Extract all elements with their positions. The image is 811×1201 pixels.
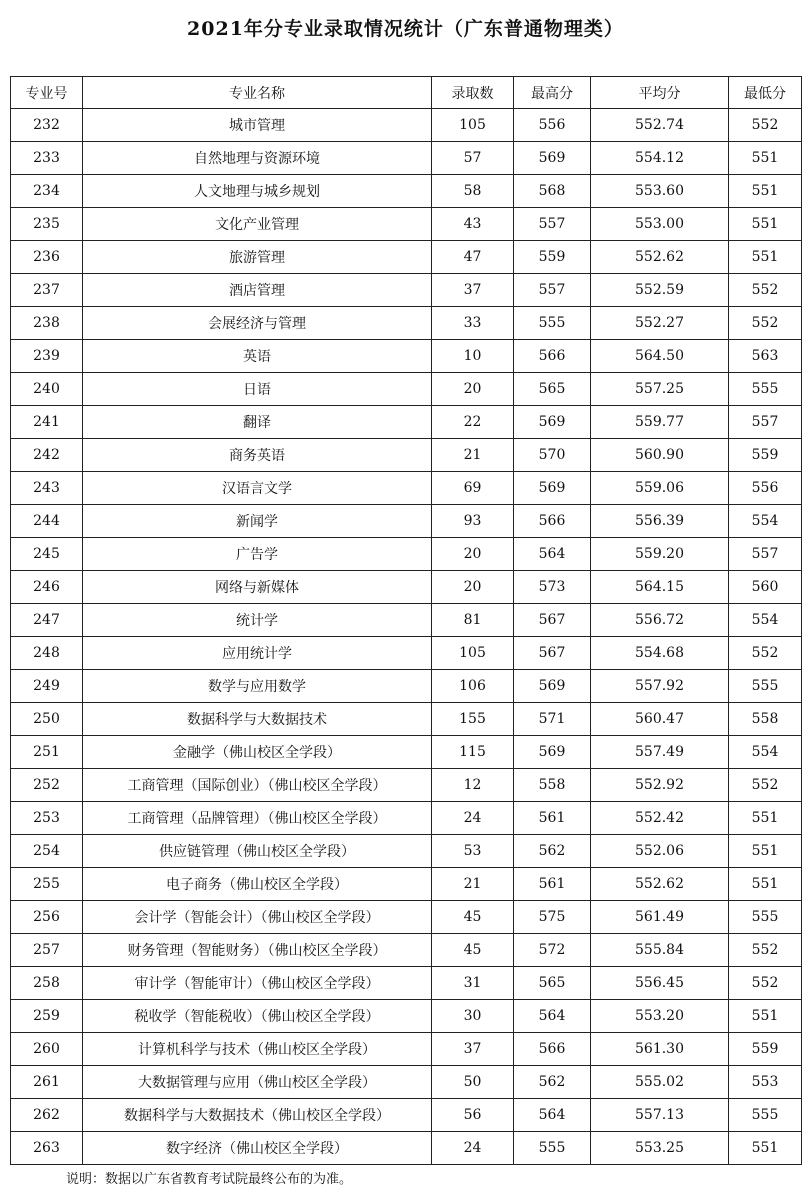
cell-admitted-count: 31 (432, 967, 514, 1000)
cell-major-code: 258 (11, 967, 83, 1000)
cell-major-code: 247 (11, 604, 83, 637)
table-row (11, 802, 802, 835)
cell-major-code: 240 (11, 373, 83, 406)
cell-major-code: 260 (11, 1033, 83, 1066)
cell-major-code: 262 (11, 1099, 83, 1132)
footnote: 说明：数据以广东省教育考试院最终公布的为准。 (66, 1172, 353, 1187)
cell-min-score: 551 (729, 175, 802, 208)
cell-major-name: 翻译 (83, 406, 432, 439)
cell-avg-score: 552.62 (591, 241, 729, 274)
cell-min-score: 558 (729, 703, 802, 736)
cell-major-name: 汉语言文学 (83, 472, 432, 505)
admission-table (10, 76, 802, 1165)
cell-major-code: 236 (11, 241, 83, 274)
cell-avg-score: 559.20 (591, 538, 729, 571)
cell-admitted-count: 53 (432, 835, 514, 868)
cell-major-name: 供应链管理（佛山校区全学段） (83, 835, 432, 868)
cell-major-name: 酒店管理 (83, 274, 432, 307)
cell-avg-score: 555.02 (591, 1066, 729, 1099)
cell-major-name: 文化产业管理 (83, 208, 432, 241)
table-row (11, 868, 802, 901)
cell-max-score: 559 (514, 241, 591, 274)
cell-admitted-count: 10 (432, 340, 514, 373)
cell-admitted-count: 20 (432, 538, 514, 571)
table-row (11, 505, 802, 538)
table-row (11, 1033, 802, 1066)
table-row (11, 373, 802, 406)
cell-major-code: 249 (11, 670, 83, 703)
cell-min-score: 554 (729, 736, 802, 769)
table-row (11, 109, 802, 142)
cell-max-score: 566 (514, 340, 591, 373)
cell-admitted-count: 58 (432, 175, 514, 208)
cell-min-score: 552 (729, 307, 802, 340)
cell-admitted-count: 21 (432, 868, 514, 901)
table-row (11, 175, 802, 208)
cell-min-score: 553 (729, 1066, 802, 1099)
cell-major-name: 电子商务（佛山校区全学段） (83, 868, 432, 901)
table-row (11, 340, 802, 373)
cell-max-score: 568 (514, 175, 591, 208)
cell-avg-score: 560.90 (591, 439, 729, 472)
cell-min-score: 554 (729, 505, 802, 538)
cell-major-name: 应用统计学 (83, 637, 432, 670)
header-admitted-count: 录取数 (432, 77, 514, 109)
cell-max-score: 566 (514, 505, 591, 538)
cell-min-score: 560 (729, 571, 802, 604)
cell-major-name: 统计学 (83, 604, 432, 637)
cell-admitted-count: 24 (432, 802, 514, 835)
cell-min-score: 555 (729, 373, 802, 406)
cell-major-name: 会展经济与管理 (83, 307, 432, 340)
cell-admitted-count: 93 (432, 505, 514, 538)
header-major-code: 专业号 (11, 77, 83, 109)
cell-max-score: 571 (514, 703, 591, 736)
cell-avg-score: 552.06 (591, 835, 729, 868)
cell-major-code: 248 (11, 637, 83, 670)
table-row (11, 538, 802, 571)
cell-major-name: 税收学（智能税收）（佛山校区全学段） (83, 1000, 432, 1033)
cell-major-code: 253 (11, 802, 83, 835)
cell-avg-score: 554.68 (591, 637, 729, 670)
header-max-score: 最高分 (514, 77, 591, 109)
cell-major-name: 自然地理与资源环境 (83, 142, 432, 175)
cell-max-score: 564 (514, 1099, 591, 1132)
table-row (11, 1099, 802, 1132)
cell-major-name: 旅游管理 (83, 241, 432, 274)
header-min-score: 最低分 (729, 77, 802, 109)
cell-avg-score: 552.27 (591, 307, 729, 340)
cell-admitted-count: 50 (432, 1066, 514, 1099)
table-row (11, 307, 802, 340)
cell-admitted-count: 105 (432, 109, 514, 142)
cell-min-score: 555 (729, 901, 802, 934)
cell-major-name: 英语 (83, 340, 432, 373)
table-row (11, 637, 802, 670)
cell-avg-score: 553.25 (591, 1132, 729, 1165)
cell-max-score: 564 (514, 1000, 591, 1033)
cell-avg-score: 557.49 (591, 736, 729, 769)
page-title: 2021年分专业录取情况统计（广东普通物理类） (187, 18, 624, 40)
cell-admitted-count: 57 (432, 142, 514, 175)
cell-min-score: 554 (729, 604, 802, 637)
cell-min-score: 552 (729, 637, 802, 670)
cell-min-score: 551 (729, 1000, 802, 1033)
cell-major-code: 246 (11, 571, 83, 604)
cell-major-name: 数据科学与大数据技术（佛山校区全学段） (83, 1099, 432, 1132)
cell-max-score: 564 (514, 538, 591, 571)
cell-avg-score: 559.77 (591, 406, 729, 439)
cell-admitted-count: 33 (432, 307, 514, 340)
cell-major-name: 商务英语 (83, 439, 432, 472)
cell-min-score: 555 (729, 670, 802, 703)
cell-avg-score: 553.00 (591, 208, 729, 241)
table-row (11, 604, 802, 637)
cell-avg-score: 564.15 (591, 571, 729, 604)
cell-avg-score: 557.13 (591, 1099, 729, 1132)
table-row (11, 241, 802, 274)
cell-major-code: 237 (11, 274, 83, 307)
header-avg-score: 平均分 (591, 77, 729, 109)
cell-max-score: 557 (514, 208, 591, 241)
cell-major-name: 工商管理（品牌管理）（佛山校区全学段） (83, 802, 432, 835)
cell-admitted-count: 106 (432, 670, 514, 703)
cell-major-name: 数字经济（佛山校区全学段） (83, 1132, 432, 1165)
cell-admitted-count: 155 (432, 703, 514, 736)
table-row (11, 967, 802, 1000)
cell-max-score: 575 (514, 901, 591, 934)
cell-max-score: 569 (514, 670, 591, 703)
table-row (11, 769, 802, 802)
cell-admitted-count: 43 (432, 208, 514, 241)
cell-max-score: 562 (514, 835, 591, 868)
cell-major-code: 255 (11, 868, 83, 901)
cell-max-score: 567 (514, 604, 591, 637)
header-major-name: 专业名称 (83, 77, 432, 109)
cell-min-score: 551 (729, 208, 802, 241)
cell-admitted-count: 20 (432, 373, 514, 406)
cell-max-score: 567 (514, 637, 591, 670)
cell-major-code: 259 (11, 1000, 83, 1033)
table-row (11, 439, 802, 472)
cell-admitted-count: 37 (432, 1033, 514, 1066)
cell-avg-score: 561.30 (591, 1033, 729, 1066)
cell-min-score: 551 (729, 868, 802, 901)
cell-admitted-count: 47 (432, 241, 514, 274)
cell-avg-score: 555.84 (591, 934, 729, 967)
cell-major-code: 252 (11, 769, 83, 802)
cell-admitted-count: 69 (432, 472, 514, 505)
cell-major-name: 新闻学 (83, 505, 432, 538)
cell-major-name: 城市管理 (83, 109, 432, 142)
cell-min-score: 552 (729, 109, 802, 142)
cell-major-name: 计算机科学与技术（佛山校区全学段） (83, 1033, 432, 1066)
cell-major-code: 245 (11, 538, 83, 571)
cell-admitted-count: 24 (432, 1132, 514, 1165)
cell-major-code: 251 (11, 736, 83, 769)
cell-admitted-count: 22 (432, 406, 514, 439)
cell-avg-score: 557.25 (591, 373, 729, 406)
cell-admitted-count: 20 (432, 571, 514, 604)
cell-avg-score: 564.50 (591, 340, 729, 373)
cell-min-score: 551 (729, 142, 802, 175)
cell-max-score: 555 (514, 1132, 591, 1165)
cell-max-score: 569 (514, 142, 591, 175)
cell-admitted-count: 105 (432, 637, 514, 670)
cell-major-code: 239 (11, 340, 83, 373)
cell-avg-score: 552.62 (591, 868, 729, 901)
cell-major-code: 254 (11, 835, 83, 868)
cell-admitted-count: 30 (432, 1000, 514, 1033)
cell-major-code: 234 (11, 175, 83, 208)
cell-avg-score: 557.92 (591, 670, 729, 703)
cell-max-score: 557 (514, 274, 591, 307)
cell-major-name: 数学与应用数学 (83, 670, 432, 703)
table-row (11, 736, 802, 769)
cell-max-score: 569 (514, 736, 591, 769)
cell-admitted-count: 45 (432, 901, 514, 934)
cell-major-name: 人文地理与城乡规划 (83, 175, 432, 208)
cell-major-code: 235 (11, 208, 83, 241)
cell-admitted-count: 81 (432, 604, 514, 637)
cell-major-name: 数据科学与大数据技术 (83, 703, 432, 736)
cell-major-name: 大数据管理与应用（佛山校区全学段） (83, 1066, 432, 1099)
cell-max-score: 566 (514, 1033, 591, 1066)
table-row (11, 670, 802, 703)
cell-avg-score: 560.47 (591, 703, 729, 736)
cell-min-score: 551 (729, 802, 802, 835)
cell-major-code: 238 (11, 307, 83, 340)
cell-max-score: 565 (514, 967, 591, 1000)
cell-max-score: 569 (514, 472, 591, 505)
cell-max-score: 562 (514, 1066, 591, 1099)
table-row (11, 142, 802, 175)
cell-major-name: 工商管理（国际创业）（佛山校区全学段） (83, 769, 432, 802)
table-row (11, 571, 802, 604)
cell-min-score: 551 (729, 241, 802, 274)
cell-max-score: 570 (514, 439, 591, 472)
cell-major-code: 242 (11, 439, 83, 472)
cell-max-score: 572 (514, 934, 591, 967)
cell-min-score: 552 (729, 967, 802, 1000)
cell-avg-score: 559.06 (591, 472, 729, 505)
cell-min-score: 551 (729, 1132, 802, 1165)
cell-admitted-count: 21 (432, 439, 514, 472)
cell-min-score: 556 (729, 472, 802, 505)
cell-admitted-count: 12 (432, 769, 514, 802)
cell-min-score: 563 (729, 340, 802, 373)
cell-major-code: 241 (11, 406, 83, 439)
table-row (11, 934, 802, 967)
cell-max-score: 555 (514, 307, 591, 340)
cell-major-code: 263 (11, 1132, 83, 1165)
table-row (11, 1132, 802, 1165)
table-row (11, 901, 802, 934)
cell-major-code: 232 (11, 109, 83, 142)
cell-min-score: 552 (729, 274, 802, 307)
cell-avg-score: 553.20 (591, 1000, 729, 1033)
cell-min-score: 552 (729, 769, 802, 802)
cell-major-name: 金融学（佛山校区全学段） (83, 736, 432, 769)
cell-max-score: 561 (514, 802, 591, 835)
cell-min-score: 559 (729, 439, 802, 472)
cell-avg-score: 552.59 (591, 274, 729, 307)
cell-avg-score: 561.49 (591, 901, 729, 934)
table-row (11, 835, 802, 868)
cell-major-code: 250 (11, 703, 83, 736)
cell-major-code: 261 (11, 1066, 83, 1099)
cell-major-code: 257 (11, 934, 83, 967)
cell-min-score: 559 (729, 1033, 802, 1066)
cell-major-code: 233 (11, 142, 83, 175)
cell-major-name: 财务管理（智能财务）（佛山校区全学段） (83, 934, 432, 967)
cell-avg-score: 556.72 (591, 604, 729, 637)
cell-max-score: 565 (514, 373, 591, 406)
cell-major-name: 网络与新媒体 (83, 571, 432, 604)
cell-avg-score: 556.45 (591, 967, 729, 1000)
cell-avg-score: 553.60 (591, 175, 729, 208)
cell-admitted-count: 115 (432, 736, 514, 769)
header-row (11, 77, 802, 109)
cell-max-score: 556 (514, 109, 591, 142)
cell-avg-score: 552.92 (591, 769, 729, 802)
cell-min-score: 557 (729, 406, 802, 439)
table-body (11, 109, 802, 1165)
cell-min-score: 552 (729, 934, 802, 967)
cell-major-name: 会计学（智能会计）（佛山校区全学段） (83, 901, 432, 934)
cell-major-name: 日语 (83, 373, 432, 406)
cell-avg-score: 552.74 (591, 109, 729, 142)
cell-admitted-count: 56 (432, 1099, 514, 1132)
cell-min-score: 551 (729, 835, 802, 868)
cell-min-score: 557 (729, 538, 802, 571)
table-row (11, 274, 802, 307)
table-row (11, 472, 802, 505)
cell-max-score: 573 (514, 571, 591, 604)
table-row (11, 1000, 802, 1033)
cell-avg-score: 552.42 (591, 802, 729, 835)
table-row (11, 208, 802, 241)
cell-min-score: 555 (729, 1099, 802, 1132)
cell-avg-score: 554.12 (591, 142, 729, 175)
cell-max-score: 558 (514, 769, 591, 802)
table-row (11, 703, 802, 736)
cell-major-name: 广告学 (83, 538, 432, 571)
cell-admitted-count: 37 (432, 274, 514, 307)
table-row (11, 406, 802, 439)
cell-avg-score: 556.39 (591, 505, 729, 538)
cell-max-score: 561 (514, 868, 591, 901)
cell-admitted-count: 45 (432, 934, 514, 967)
cell-major-code: 244 (11, 505, 83, 538)
table-row (11, 1066, 802, 1099)
cell-major-name: 审计学（智能审计）（佛山校区全学段） (83, 967, 432, 1000)
cell-major-code: 243 (11, 472, 83, 505)
cell-max-score: 569 (514, 406, 591, 439)
cell-major-code: 256 (11, 901, 83, 934)
